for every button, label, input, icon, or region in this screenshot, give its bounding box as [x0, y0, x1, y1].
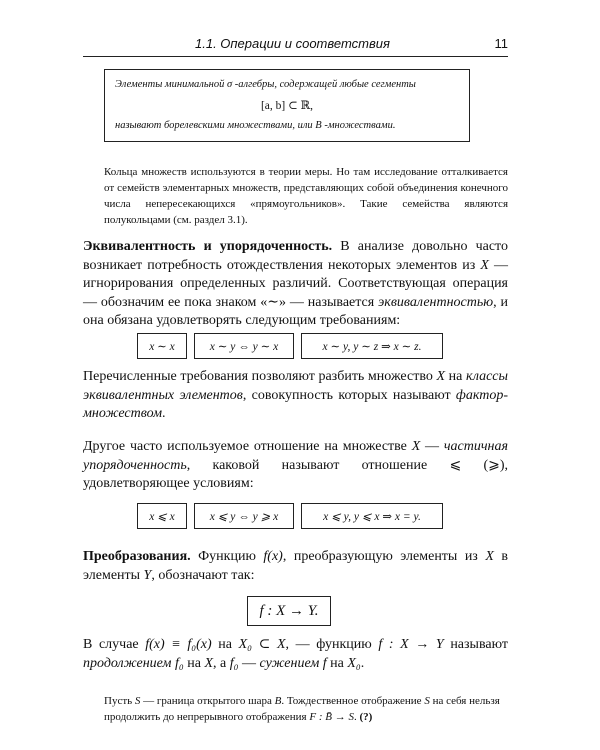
order-formula-antisymmetric: x ⩽ y, y ⩽ x ⇒ x = y.: [301, 503, 443, 529]
classes-paragraph: [83, 368, 508, 424]
equivalence-term: эквивалентностью: [378, 294, 494, 310]
footer-var-s2: S: [424, 695, 430, 707]
equivalence-heading: Эквивалентность и упорядоченность.: [83, 239, 333, 254]
extension-text-f: , а: [213, 655, 230, 671]
transform-text-c: в элементы: [83, 549, 508, 583]
extension-text-c: , — функцию: [285, 637, 379, 652]
equivalence-formula-transitive: x ∼ y, y ∼ z ⇒ x ∼ z.: [301, 333, 443, 359]
extension-term-1: продолжением f₀: [83, 655, 184, 671]
equivalence-formula-reflexive: x ∼ x: [137, 333, 187, 359]
extension-text-d: называют: [443, 637, 508, 652]
header-rule: [83, 56, 508, 57]
footer-var-b: B: [274, 695, 282, 707]
rings-note-paragraph: Кольца множеств используются в теории меры. Но там исследование отталкивается от семейств элементарных множеств, представляющих собой объединения конечного числа непересекающихся «прямоугольников». Такие семейства являются полукольцами (см. раздел 3.1).: [104, 166, 508, 226]
transform-fx: f(x): [263, 549, 283, 564]
footer-var-s: S: [134, 695, 141, 707]
extension-text-h: на: [326, 655, 348, 671]
equivalence-text-a: В анализе довольно часто возникает потребность отождествления некоторых элементов из: [83, 239, 508, 273]
footer-formula: F : B̄ → S: [309, 711, 354, 723]
equivalence-formula-symmetric: x ∼ y ⇔ y ∼ x: [194, 333, 294, 359]
classes-term-2: фактор-множеством: [83, 387, 508, 421]
extension-formula-3: f : X → Y: [378, 637, 444, 652]
equivalence-paragraph: [83, 238, 508, 331]
transform-heading: Преобразования.: [83, 549, 191, 564]
extension-formula-2: X₀ ⊂ X: [238, 637, 286, 652]
classes-text-b: на: [445, 369, 466, 384]
mapping-formula-box: f : X → Y.: [247, 596, 331, 626]
classes-text-d: .: [162, 406, 166, 421]
equivalence-text-b: — игнорирования определенных различий. Соответствующая операция — обозначим ее пока знаком «∼» — называется: [83, 257, 509, 310]
extension-text-g: —: [238, 655, 260, 671]
classes-var-x: X: [436, 369, 446, 384]
footer-text-e: .: [353, 711, 360, 723]
footer-text-d: на себя нельзя продолжить до непрерывного отображения: [104, 695, 500, 723]
extension-term-2: сужением f: [259, 655, 327, 671]
extension-formula-5: X₀: [347, 655, 361, 671]
definition-formula: [a, b] ⊂ ℝ,: [260, 100, 314, 112]
order-var-x: X: [411, 439, 421, 454]
equivalence-var-x: X: [480, 257, 489, 273]
extension-formula-4: f₀: [229, 655, 239, 671]
order-formula-dual: x ⩽ y ⇔ y ⩾ x: [194, 503, 294, 529]
footer-text-a: Пусть: [104, 695, 135, 707]
transform-text-a: Функцию: [190, 549, 264, 564]
order-paragraph: [83, 438, 508, 494]
classes-text-c: , совокупность которых называют: [242, 387, 456, 403]
exercise-mark: (?): [359, 711, 373, 723]
definition-line-1: Элементы минимальной σ -алгебры, содержащей любые сегменты: [115, 79, 416, 90]
transform-text-d: , обозначают так:: [151, 567, 255, 583]
definition-line-3: называют борелевскими множествами, или B -множествами.: [115, 120, 396, 131]
extension-paragraph: [83, 636, 508, 673]
page-number: 11: [494, 36, 508, 51]
extension-text-e: на: [183, 655, 205, 671]
extension-formula-1: f(x) ≡ f₀(x): [145, 637, 212, 652]
order-text-a: Другое часто используемое отношение на множестве: [83, 439, 412, 454]
footer-exercise-paragraph: [104, 693, 508, 725]
order-text-b: —: [420, 439, 444, 454]
classes-text-a: Перечисленные требования позволяют разбить множество: [83, 369, 437, 384]
order-formula-reflexive: x ⩽ x: [137, 503, 187, 529]
extension-text-a: В случае: [83, 637, 146, 652]
order-term: частичная упорядоченность: [83, 439, 508, 473]
definition-box: [104, 69, 470, 142]
footer-text-c: . Тождественное отображение: [281, 695, 425, 707]
classes-term-1: классы эквивалентных элементов: [83, 369, 508, 403]
equivalence-text-c: , и она обязана удовлетворять следующим требованиям:: [83, 294, 508, 328]
transform-paragraph: [83, 548, 508, 585]
running-header-title: 1.1. Операции и соответствия: [195, 36, 390, 51]
extension-text-i: .: [360, 655, 365, 671]
transform-text-b: , преобразующую элементы из: [282, 549, 486, 564]
transform-var-y: Y: [143, 567, 152, 583]
footer-text-b: — граница открытого шара: [140, 695, 275, 707]
extension-var-x: X: [204, 655, 213, 671]
transform-var-x: X: [485, 549, 494, 564]
order-text-c: , каковой называют отношение ⩽ (⩾), удовлетворяющее условиям:: [83, 457, 508, 491]
extension-text-b: на: [211, 637, 239, 652]
